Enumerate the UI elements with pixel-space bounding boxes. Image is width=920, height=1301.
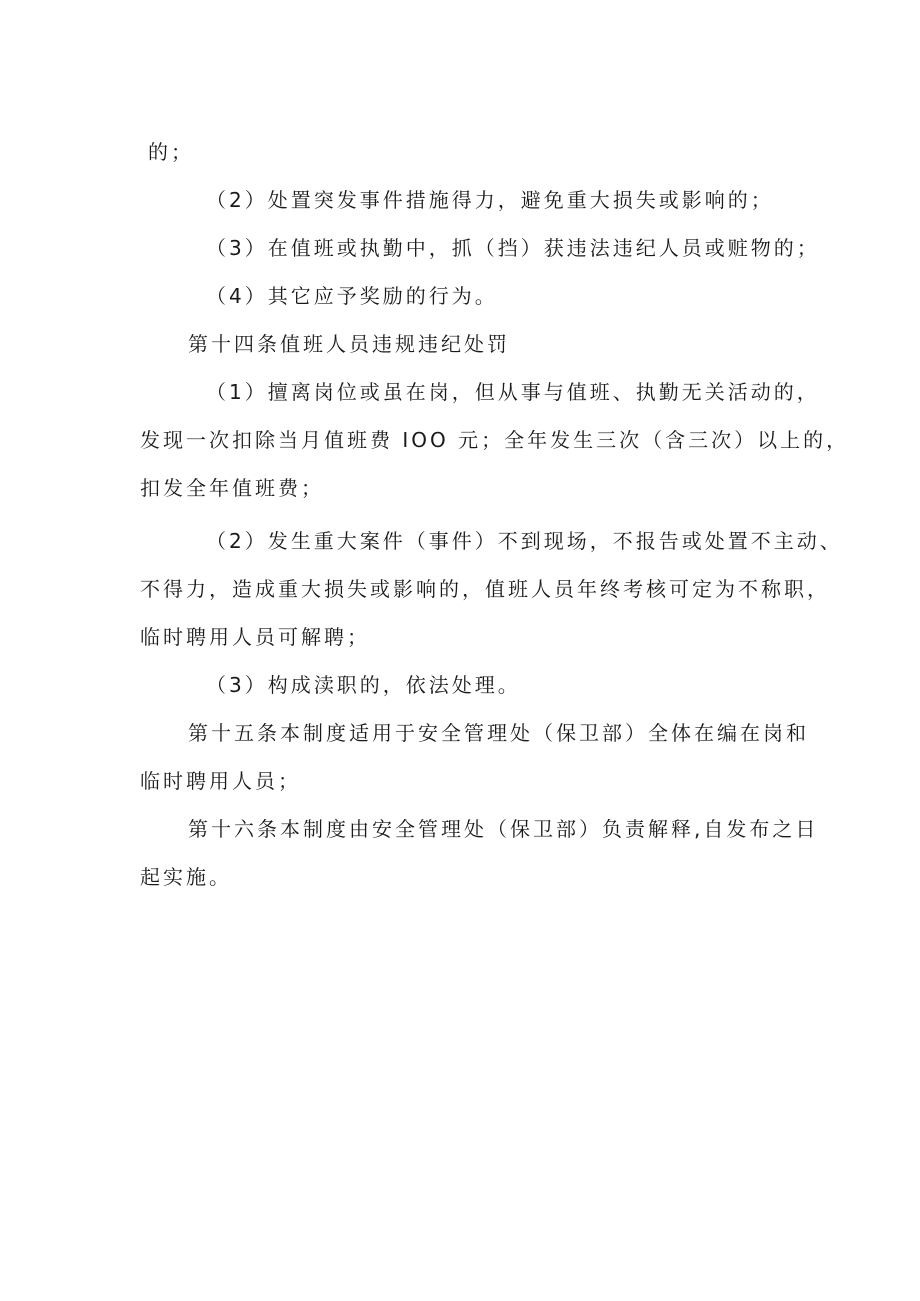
text-line: 发现一次扣除当月值班费 IOO 元；全年发生三次（含三次）以上的， bbox=[140, 428, 850, 452]
text-line: 扣发全年值班费； bbox=[140, 476, 324, 500]
text-line: 的； bbox=[148, 140, 194, 164]
list-item-penalty-2: （2）发生重大案件（事件）不到现场，不报告或处置不主动、 bbox=[206, 529, 843, 553]
list-item-reward-4: （4）其它应予奖励的行为。 bbox=[206, 284, 498, 308]
article-15: 第十五条本制度适用于安全管理处（保卫部）全体在编在岗和 bbox=[188, 721, 809, 745]
text-line: 临时聘用人员可解聘； bbox=[140, 625, 370, 649]
article-14-heading: 第十四条值班人员违规违纪处罚 bbox=[188, 332, 510, 356]
list-item-penalty-3: （3）构成渎职的，依法处理。 bbox=[206, 673, 521, 697]
article-16: 第十六条本制度由安全管理处（保卫部）负责解释,自发布之日 bbox=[188, 817, 819, 841]
list-item-reward-3: （3）在值班或执勤中，抓（挡）获违法违纪人员或赃物的； bbox=[206, 236, 820, 260]
document-body bbox=[140, 128, 850, 901]
list-item-penalty-1: （1）擅离岗位或虽在岗，但从事与值班、执勤无关活动的， bbox=[206, 380, 820, 404]
list-item-reward-2: （2）处置突发事件措施得力，避免重大损失或影响的； bbox=[206, 188, 774, 212]
text-line: 起实施。 bbox=[140, 865, 232, 889]
text-line: 不得力，造成重大损失或影响的，值班人员年终考核可定为不称职， bbox=[140, 577, 830, 601]
text-line: 临时聘用人员； bbox=[140, 769, 301, 793]
